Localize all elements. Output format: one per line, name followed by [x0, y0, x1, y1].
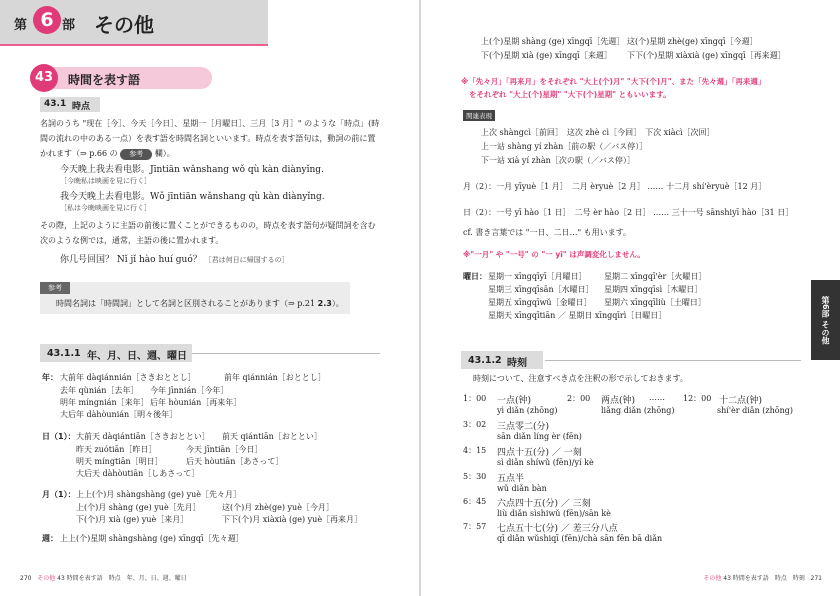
- note-red-1: ※「先々月」「再来月」をそれぞれ "大上(个)月" "大下(个)月"、また「先々週」「再来週」: [461, 77, 766, 86]
- weekday-label: 曜日：: [463, 272, 487, 281]
- table-cell: yì diǎn (zhōng): [497, 406, 558, 415]
- list-item: 下下(个)月 xiàxià (ge) yuè［再来月］: [222, 515, 363, 524]
- time-intro: 時刻について、注意すべき点を注釈の形で示しておきます。: [473, 374, 688, 383]
- table-cell: 1：00: [463, 394, 487, 403]
- table-cell: 六点四十五(分) ／ 三刻: [497, 499, 591, 509]
- list-item: 上(个)月 shàng (ge) yuè［先月］: [76, 503, 201, 512]
- paragraph-2: その際，上記のように主語の前後に置くことができるものの，時点を表す語句が疑問詞を含む次のような例では，通常，主語の後に置かれます。: [40, 221, 376, 245]
- table-cell: 五点半: [497, 474, 525, 484]
- subsection-number: 43.1.1: [47, 348, 81, 359]
- footer-right: その他 43 時間を表す語 時点 時刻 271: [703, 575, 822, 582]
- table-cell: 7：57: [463, 522, 487, 531]
- subsection-number: 43.1.2: [468, 355, 502, 366]
- list-item: 下(个)星期 xià (ge) xīngqī［来週］: [481, 51, 612, 60]
- part-prefix: 第: [14, 18, 28, 33]
- day-2: 日（2）：一号 yī hào［1 日］ 二号 èr hào［2 日］ …… 三十一号 sānshiyī hào［31 日］: [463, 208, 794, 217]
- year-label: 年：: [42, 373, 58, 382]
- subsection-title: 時点: [72, 102, 91, 112]
- day-label: 日（1）：: [42, 432, 76, 441]
- cf-note: cf. 書き言葉では "一日、二日…" も用います。: [463, 228, 632, 237]
- note-red-2: をそれぞれ "大上(个)星期" "大下(个)星期" ともいいます。: [469, 90, 671, 99]
- list-item: 这(个)星期 zhè(ge) xīngqī［今週］: [627, 37, 758, 46]
- list-item: 后天 hòutiān［あさって］: [186, 457, 284, 466]
- list-item: 星期天 xīngqītiān ／ 星期日 xīngqīrì［日曜日］: [488, 311, 667, 320]
- subsection-title: 年、月、日、週、曜日: [87, 351, 187, 362]
- related-label: 関連表現: [463, 110, 495, 121]
- list-item: 明年 míngnián［来年］: [60, 398, 149, 407]
- list-item: 星期一 xīngqīyī［月曜日］: [488, 272, 587, 281]
- table-cell: 3：02: [463, 420, 487, 429]
- list-item: 大后天 dàhòutiān［しあさって］: [76, 469, 200, 478]
- list-item: 大前天 dàqiántiān［さきおととい］: [76, 432, 210, 441]
- footer-left: 270 その他 43 時間を表す語 時点 年、月、日、週、曜日: [20, 575, 187, 582]
- subsection-title: 時刻: [507, 358, 527, 369]
- note-label: 参考: [40, 282, 70, 294]
- example-1: 今天晚上我去看电影。Jīntiān wǎnshang wǒ qù kàn diànyǐng.: [60, 165, 324, 175]
- note-red-3: ※"一月" や "一号" の "一 yī" は声調変化しません。: [463, 250, 645, 259]
- example-2: 我今天晚上去看电影。Wǒ jīntiān wǎnshang qù kàn diànyǐng.: [60, 192, 325, 202]
- table-cell: wǔ diǎn bàn: [497, 484, 547, 493]
- list-item: 下(个)月 xià (ge) yuè［来月］: [76, 515, 189, 524]
- table-cell: 12：00: [683, 394, 712, 403]
- note-text: 時間名詞は「時間詞」として名詞と区別されることがあります（⇒ p.21 2.3）。: [56, 299, 344, 308]
- section-title: 時間を表す語: [68, 73, 141, 87]
- table-cell: 2：00: [567, 394, 591, 403]
- table-cell: 6：45: [463, 497, 487, 506]
- list-item: 星期二 xīngqī'èr［火曜日］: [604, 272, 707, 281]
- list-item: 星期三 xīngqīsān［水曜日］: [488, 285, 594, 294]
- part-suffix: 部: [62, 18, 76, 33]
- page-number: 271: [810, 575, 822, 582]
- table-cell: liù diǎn sìshiwǔ (fēn)/sān kè: [497, 509, 611, 518]
- list-item: 明天 míngtiān［明日］: [76, 457, 163, 466]
- list-item: 星期四 xīngqīsì［木曜日］: [604, 285, 703, 294]
- list-item: 上(个)星期 shàng (ge) xīngqī［先週］: [481, 37, 625, 46]
- list-item: 下下(个)星期 xiàxià (ge) xīngqī［再来週］: [627, 51, 786, 60]
- table-cell: 四点十五(分) ／ 一刻: [497, 448, 582, 458]
- table-cell: 5：30: [463, 472, 487, 481]
- list-item: 昨天 zuótiān［昨日］: [76, 445, 157, 454]
- table-cell: sān diǎn líng èr (fēn): [497, 432, 582, 441]
- table-cell: ……: [649, 393, 665, 402]
- list-item: 大前年 dàqiánnián［さきおととし］: [60, 373, 196, 382]
- page-number: 270: [20, 575, 32, 582]
- table-cell: 一点(钟): [497, 396, 532, 406]
- related-item: 上一站 shàng yí zhàn［前の駅（／バス停）］: [481, 142, 648, 151]
- month-label: 月（1）：: [42, 490, 76, 499]
- related-item: 下一站 xià yí zhàn［次の駅（／バス停）］: [481, 156, 635, 165]
- table-cell: 七点五十七(分) ／ 差三分八点: [497, 524, 618, 534]
- left-page: [0, 0, 419, 596]
- list-item: 大后年 dàhòunián［明々後年］: [60, 410, 178, 419]
- section-number: 43: [30, 64, 58, 92]
- list-item: 这(个)月 zhè(ge) yuè［今月］: [222, 503, 334, 512]
- table-cell: shí'èr diǎn (zhōng): [717, 406, 793, 415]
- month-2: 月（2）：一月 yīyuè［1 月］ 二月 èryuè［2 月］ …… 十二月 shí'èryuè［12 月］: [463, 182, 767, 191]
- reference-badge: 参考: [120, 149, 152, 160]
- table-cell: 两点(钟): [601, 396, 636, 406]
- list-item: 去年 qùnián［去年］: [60, 386, 139, 395]
- part-number-badge: 6: [33, 6, 61, 34]
- table-cell: sì diǎn shíwǔ (fēn)/yí kè: [497, 458, 594, 467]
- list-item: 前天 qiántiān［おととい］: [222, 432, 322, 441]
- subsection-rule: [545, 360, 801, 361]
- related-item: 上次 shàngcì［前回］ 这次 zhè cì［今回］ 下次 xiàcì［次回］: [481, 128, 715, 137]
- table-cell: 4：15: [463, 446, 487, 455]
- right-page: [421, 0, 840, 596]
- list-item: 上上(个)月 shàngshàng (ge) yuè［先々月］: [76, 490, 241, 499]
- table-cell: qī diǎn wǔshiqī (fēn)/chà sān fēn bā diǎn: [497, 534, 663, 543]
- table-cell: 三点零二(分): [497, 422, 550, 432]
- list-item: 今天 jīntiān［今日］: [186, 445, 263, 454]
- example-3: 你几号回国？ Nǐ jǐ hào huí guó？ ［君は何日に帰国するの］: [60, 255, 289, 265]
- list-item: 星期六 xīngqīliù［土曜日］: [604, 298, 706, 307]
- list-item: 星期五 xīngqīwǔ［金曜日］: [488, 298, 592, 307]
- list-item: 后年 hòunián［再来年］: [150, 398, 242, 407]
- list-item: 上上(个)星期 shàngshàng (ge) xīngqī［先々週］: [60, 534, 244, 543]
- subsection-rule: [192, 353, 380, 354]
- part-title: その他: [94, 13, 154, 37]
- week-label: 週：: [42, 534, 58, 543]
- example-2-translation: ［私は今晩映画を見に行く］: [60, 204, 151, 212]
- list-item: 今年 jīnnián［今年］: [150, 386, 229, 395]
- side-tab: 第6部 その他: [811, 280, 840, 360]
- paragraph-intro: 名詞のうち "现在［今］、今天［今日］、星期一［月曜日］、三月［3 月］" のような「時点」(時間の流れの中のある一点）を表す語を時間名詞といいます。時点を表す語句は，動詞の前に置かれます（⇒ p.66 の 参考 欄）。: [40, 119, 380, 158]
- table-cell: 十二点(钟): [719, 396, 763, 406]
- subsection-number: 43.1: [44, 99, 67, 109]
- table-cell: liǎng diǎn (zhōng): [601, 406, 675, 415]
- list-item: 前年 qiánnián［おととし］: [224, 373, 326, 382]
- example-1-translation: ［今晩私は映画を見に行く］: [60, 177, 151, 185]
